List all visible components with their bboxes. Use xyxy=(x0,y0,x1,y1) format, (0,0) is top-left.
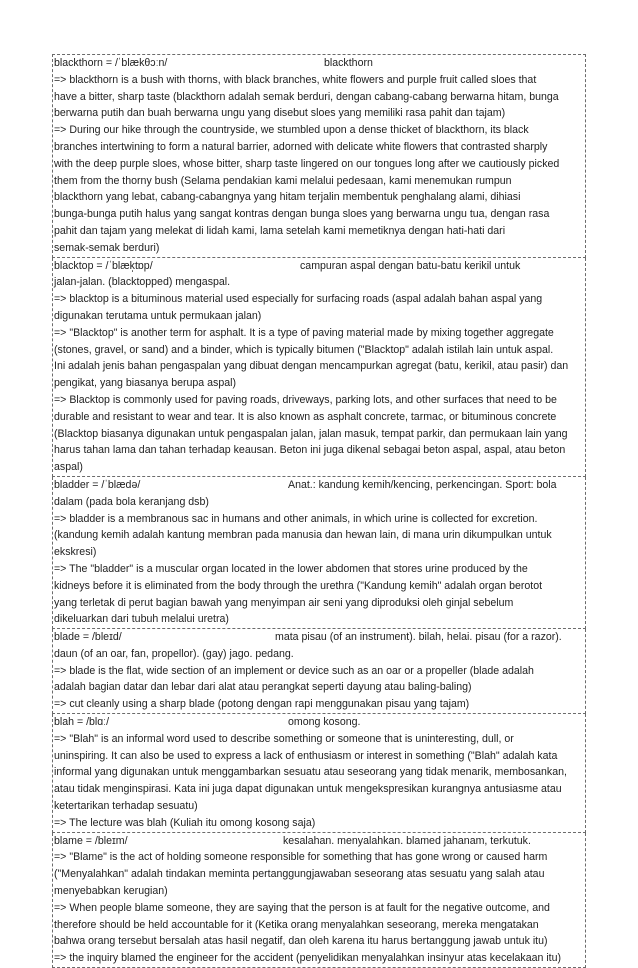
entry-headword-row xyxy=(54,714,584,731)
dictionary-entry-bladder xyxy=(52,477,586,629)
entry-line: berwarna putih dan buah berwarna ungu yang disebut sloes yang memiliki rasa pahit dan tajam) xyxy=(54,107,506,120)
entry-headword-row xyxy=(54,258,584,275)
entry-line: uninspiring. It can also be used to express a lack of enthusiasm or interest in something ("Blah" adalah kata xyxy=(54,749,558,762)
entry-line: informal yang digunakan untuk menggambarkan sesuatu atau seseorang yang tidak menarik, membosankan, xyxy=(54,766,567,779)
entry-line: => blacktop is a bituminous material used especially for surfacing roads (aspal adalah bahan aspal yang xyxy=(54,293,543,306)
entry-line: => blackthorn is a bush with thorns, with black branches, white flowers and purple fruit called sloes that xyxy=(54,73,537,86)
entry-line: => "Blacktop" is another term for asphalt. It is a type of paving material made by mixing together aggregate xyxy=(54,326,554,339)
entry-gloss: omong kosong. xyxy=(288,716,361,729)
entry-headword: blacktop = /ˈblæk̩tɒp/ xyxy=(54,259,153,272)
entry-line: => blade is the flat, wide section of an implement or device such as an oar or a propeller (blade adalah xyxy=(54,664,534,677)
entry-line: => cut cleanly using a sharp blade (potong dengan rapi menggunakan pisau yang tajam) xyxy=(54,698,470,711)
entry-gloss: kesalahan. menyalahkan. blamed jahanam, terkutuk. xyxy=(283,834,531,847)
entry-line: blackthorn yang lebat, cabang-cabangnya yang hitam terjalin membentuk penghalang alami, dihiasi xyxy=(54,191,521,204)
entry-line: harus tahan lama dan tahan terhadap keausan. Beton ini juga dikenal sebagai beton aspal, aspal, atau beton xyxy=(54,444,566,457)
entry-line: atau tidak menginspirasi. Kata ini juga dapat digunakan untuk mengekspresikan kurangnya antusiasme atau xyxy=(54,783,562,796)
entry-line: pengikat, yang biasanya berupa aspal) xyxy=(54,377,236,390)
entry-line: (stones, gravel, or sand) and a binder, which is typically bitumen ("Blacktop" adalah istilah lain untuk aspal. xyxy=(54,343,554,356)
entry-line: => bladder is a membranous sac in humans and other animals, in which urine is collected for excretion. xyxy=(54,512,538,525)
entry-gloss: mata pisau (of an instrument). bilah, helai. pisau (for a razor). xyxy=(275,631,562,644)
dictionary-entry-blah xyxy=(52,714,586,833)
entry-line: branches intertwining to form a natural barrier, adorned with delicate white flowers that contrasted sharply xyxy=(54,140,548,153)
entry-gloss: Anat.: kandung kemih/kencing, perkencingan. Sport: bola xyxy=(288,478,557,491)
entry-headword: blade = /bleɪd/ xyxy=(54,631,122,644)
entry-headword: blah = /blɑː/ xyxy=(54,716,110,729)
entry-line: durable and resistant to wear and tear. It is also known as asphalt concrete, tarmac, or bituminous concrete xyxy=(54,410,557,423)
entry-headword: bladder = /ˈblædə/ xyxy=(54,478,141,491)
entry-headword: blame = /bleɪm/ xyxy=(54,834,128,847)
entry-line: => "Blame" is the act of holding someone responsible for something that has gone wrong or caused harm xyxy=(54,851,548,864)
entry-line: digunakan terutama untuk permukaan jalan) xyxy=(54,309,262,322)
entry-line: => The lecture was blah (Kuliah itu omong kosong saja) xyxy=(54,816,316,829)
entry-line: ketertarikan terhadap sesuatu) xyxy=(54,800,198,813)
dictionary-page xyxy=(52,54,586,968)
entry-line: with the deep purple sloes, whose bitter, sharp taste lingered on our tongues long after we cautiously picked xyxy=(54,157,560,170)
dictionary-entry-blackthorn xyxy=(52,54,586,258)
entry-headword-row xyxy=(54,477,584,494)
entry-line: => Blacktop is commonly used for paving roads, driveways, parking lots, and other surfaces that need to be xyxy=(54,393,557,406)
entry-line: ekskresi) xyxy=(54,546,97,559)
entry-line: aspal) xyxy=(54,461,83,474)
dictionary-entry-blame xyxy=(52,833,586,968)
entry-line: them from the thorny bush (Selama pendakian kami melalui pedesaan, kami menemukan rumpun xyxy=(54,174,512,187)
dictionary-entry-blade xyxy=(52,629,586,714)
entry-line: semak-semak berduri) xyxy=(54,241,160,254)
entry-headword-row xyxy=(54,629,584,646)
entry-line: => "Blah" is an informal word used to describe something or someone that is uninteresting, dull, or xyxy=(54,732,514,745)
entry-line: dikeluarkan dari tubuh melalui uretra) xyxy=(54,613,229,626)
entry-line: daun (of an oar, fan, propellor). (gay) jago. pedang. xyxy=(54,647,294,660)
entry-line: kidneys before it is eliminated from the body through the urethra ("Kandung kemih" adalah organ berotot xyxy=(54,579,543,592)
entry-line: => the inquiry blamed the engineer for the accident (penyelidikan menyalahkan insinyur atas kecelakaan itu) xyxy=(54,952,562,965)
entry-line: pahit dan tajam yang melekat di lidah kami, lama setelah kami memetiknya dengan hati-hati dari xyxy=(54,224,506,237)
entry-headword: blackthorn = /ˈblækθɔːn/ xyxy=(54,57,168,69)
entry-line: (Blacktop biasanya digunakan untuk pengaspalan jalan, jalan masuk, tempat parkir, dan permukaan lain yang xyxy=(54,427,568,440)
entry-headword-row xyxy=(54,833,584,850)
entry-line: (kandung kemih adalah kantung membran pada manusia dan hewan lain, di mana urin dikumpulkan untuk xyxy=(54,529,552,542)
entry-line: bunga-bunga putih halus yang sangat kontras dengan bunga sloes yang berwarna ungu tua, dengan rasa xyxy=(54,208,550,221)
entry-line: have a bitter, sharp taste (blackthorn adalah semak berduri, dengan cabang-cabang berwarna hitam, bunga xyxy=(54,90,559,103)
entry-headword-row xyxy=(54,55,584,72)
entry-line: therefore should be held accountable for it (Ketika orang menyalahkan seseorang, mereka mengatakan xyxy=(54,918,539,931)
entry-line: menyebabkan kerugian) xyxy=(54,885,168,898)
dictionary-entry-blacktop xyxy=(52,258,586,477)
entry-line: => During our hike through the countryside, we stumbled upon a dense thicket of blackthorn, its black xyxy=(54,124,529,137)
entry-gloss: campuran aspal dengan batu-batu kerikil untuk xyxy=(300,259,521,272)
entry-line: dalam (pada bola keranjang dsb) xyxy=(54,495,209,508)
entry-line: bahwa orang tersebut bersalah atas hasil negatif, dan oleh karena itu harus bertanggung jawab untuk itu) xyxy=(54,935,548,948)
entry-line: Ini adalah jenis bahan pengaspalan yang dibuat dengan mencampurkan agregat (batu, kerikil, atau pasir) dan xyxy=(54,360,569,373)
entry-line: ("Menyalahkan" adalah tindakan meminta pertanggungjawaban seseorang atas sesuatu yang salah atau xyxy=(54,868,545,881)
entry-line: jalan-jalan. (blacktopped) mengaspal. xyxy=(54,276,231,289)
entry-line: yang terletak di perut bagian bawah yang menyimpan air seni yang diproduksi oleh ginjal sebelum xyxy=(54,596,514,609)
entry-gloss: blackthorn xyxy=(324,57,373,69)
entry-line: adalah bagian datar dan lebar dari alat atau perangkat seperti dayung atau baling-baling) xyxy=(54,681,472,694)
entry-line: => When people blame someone, they are saying that the person is at fault for the negative outcome, and xyxy=(54,901,550,914)
entry-line: => The "bladder" is a muscular organ located in the lower abdomen that stores urine produced by the xyxy=(54,562,528,575)
